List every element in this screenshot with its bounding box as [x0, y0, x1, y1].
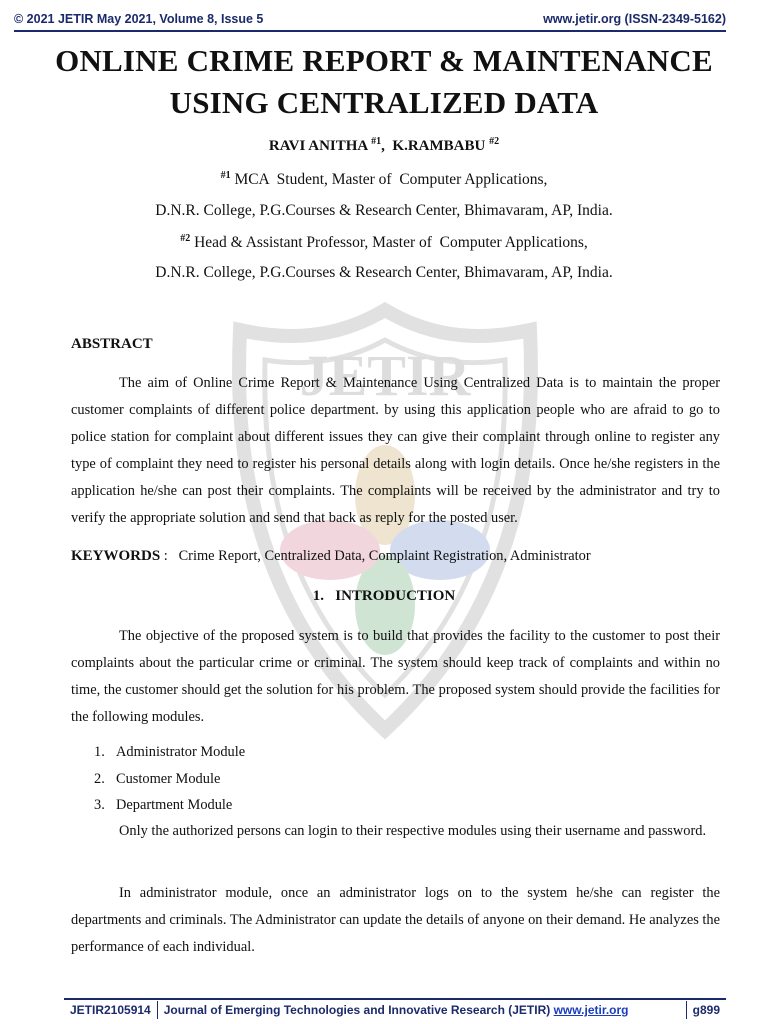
affiliation-1-text: MCA Student, Master of Computer Applications, — [230, 171, 548, 189]
title-line-1: ONLINE CRIME REPORT & MAINTENANCE — [55, 43, 713, 78]
list-item — [94, 766, 245, 793]
introduction-paragraph-2: Only the authorized persons can login to their respective modules using their username and password. — [119, 823, 707, 839]
paper-title — [0, 40, 768, 124]
list-item — [94, 792, 245, 819]
footer-paper-id: JETIR2105914 — [64, 1001, 158, 1019]
list-item-number: 1. — [94, 744, 105, 760]
keywords-label: KEYWORDS — [71, 548, 161, 564]
abstract-text: The aim of Online Crime Report & Maintenance Using Centralized Data is to maintain the proper customer complaints of different police department. by using this application people who are afraid to go to police station for complaint about different issues they can give their complaint through online to register any type of complaint they need to register his personal details along with login details. Once he/she registers in the application he/she can post their complaints. The complaints will be received by the administrator and try to verify the appropriate solution and send that back as reply for the posted user. — [71, 375, 720, 526]
header-website: www.jetir.org (ISSN-2349-5162) — [543, 12, 726, 26]
author-1: RAVI ANITHA — [268, 138, 368, 154]
list-item-label: Administrator Module — [116, 744, 246, 760]
footer-page-number: g899 — [692, 1003, 720, 1017]
affiliation-2-text: Head & Assistant Professor, Master of Computer Applications, — [190, 234, 588, 252]
author-1-mark: #1 — [371, 136, 382, 147]
introduction-heading: 1. INTRODUCTION — [312, 588, 456, 604]
affiliation-2-mark: #2 — [180, 233, 191, 244]
keywords-line — [71, 548, 591, 565]
module-list — [94, 739, 245, 819]
page-footer — [64, 998, 726, 1020]
abstract-heading: ABSTRACT — [71, 336, 153, 352]
introduction-paragraph-3: In administrator module, once an administrator logs on to the system he/she can register the departments and criminals. The Administrator can update the details of anyone on their demand. He analyzes the performance of each individual. — [71, 885, 720, 955]
list-item-label: Department Module — [116, 797, 233, 813]
keywords-text: Crime Report, Centralized Data, Complaint Registration, Administrator — [178, 548, 591, 564]
footer-journal — [158, 1001, 687, 1019]
affiliation-1-line-2: D.N.R. College, P.G.Courses & Research Center, Bhimavaram, AP, India. — [155, 202, 613, 219]
author-separator: , — [381, 138, 393, 154]
page-header — [14, 8, 726, 32]
list-item-number: 3. — [94, 797, 105, 813]
affiliation-1-line-1 — [0, 170, 768, 189]
list-item-number: 2. — [94, 770, 105, 787]
affiliation-2-line-2: D.N.R. College, P.G.Courses & Research Center, Bhimavaram, AP, India. — [155, 264, 613, 281]
introduction-paragraph-1: The objective of the proposed system is to build that provides the facility to the customer to post their complaints about the particular crime or criminal. The system should keep track of complaints and within no time, the customer should get the solution for his problem. The proposed system should provide the facilities for the following modules. — [71, 628, 720, 725]
watermark-text: JETIR — [299, 343, 471, 408]
author-list — [0, 136, 768, 155]
affiliation-2-line-1 — [0, 233, 768, 252]
list-item — [94, 739, 245, 766]
keywords-separator: : — [160, 548, 179, 564]
list-item-label: Customer Module — [116, 770, 221, 787]
author-2-mark: #2 — [489, 136, 500, 147]
title-line-2: USING CENTRALIZED DATA — [169, 85, 599, 120]
author-2: K.RAMBABU — [392, 138, 486, 154]
footer-journal-name: Journal of Emerging Technologies and Innovative Research (JETIR) — [163, 1003, 554, 1017]
affiliation-1-mark: #1 — [220, 170, 231, 181]
header-copyright: © 2021 JETIR May 2021, Volume 8, Issue 5 — [14, 12, 264, 26]
footer-link[interactable]: www.jetir.org — [553, 1003, 629, 1017]
